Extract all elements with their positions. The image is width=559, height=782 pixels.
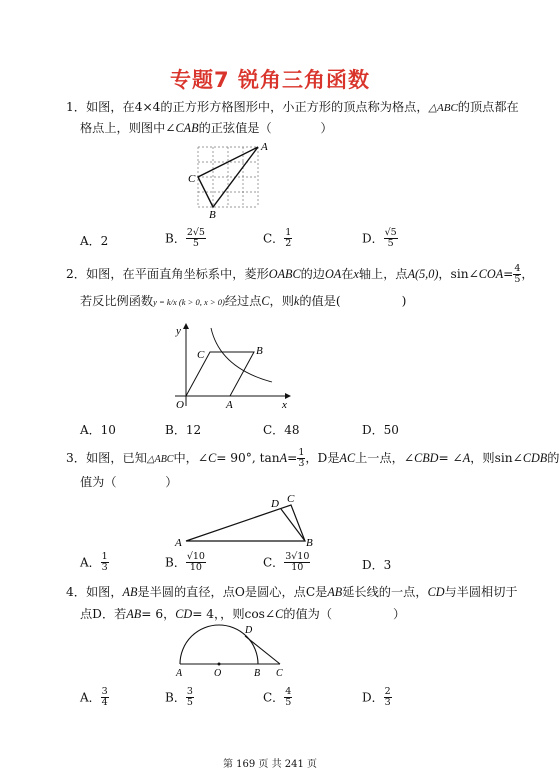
- q2-side: OA: [324, 267, 342, 281]
- option-value: 48: [284, 423, 300, 437]
- q1-label-c: C: [188, 173, 196, 185]
- q4-line-1: [66, 584, 518, 600]
- q2-text: ，: [521, 267, 534, 281]
- q3-option-b[interactable]: [165, 552, 206, 573]
- option-value: 3: [383, 558, 392, 572]
- q3-text: ，D是: [305, 451, 340, 465]
- numerator: 1: [298, 447, 305, 458]
- q2-text: 在: [341, 267, 354, 281]
- q4-text: ，则cos∠: [220, 607, 276, 621]
- q2-text: ，则: [269, 294, 294, 308]
- denominator: 3: [384, 697, 391, 708]
- q3-label-b: B: [306, 537, 313, 549]
- q1-label-b: B: [209, 209, 216, 221]
- q4-tangent-cd: [245, 636, 280, 664]
- q3-text: 中，∠: [173, 451, 209, 465]
- option-value: 50: [383, 423, 399, 437]
- q2-coordinate-figure: [170, 318, 300, 410]
- q4-label-o: O: [214, 668, 222, 679]
- q3-line-2: [80, 474, 178, 490]
- q2-text: ，sin∠: [438, 267, 479, 281]
- q4-text: 4．如图，: [66, 585, 123, 599]
- option-label: B．: [165, 231, 186, 246]
- option-label: C．: [263, 555, 285, 570]
- q2-text: 若反比例函数: [80, 294, 154, 308]
- q3-text-end: 的: [547, 451, 559, 465]
- denominator: 5: [192, 238, 199, 249]
- option-label: D．: [362, 231, 384, 246]
- fraction: [186, 228, 206, 249]
- option-label: D．: [362, 558, 384, 572]
- q3-angle-a2: A: [462, 451, 471, 465]
- q2-k: k: [293, 294, 300, 308]
- q2-axis: x: [353, 267, 359, 281]
- q2-option-b[interactable]: [165, 423, 201, 437]
- numerator: 3√10: [285, 551, 310, 562]
- option-value: 12: [185, 423, 202, 437]
- option-label: B．: [165, 555, 186, 570]
- q1-angle: CAB: [175, 121, 199, 135]
- option-label: D．: [362, 690, 384, 705]
- denominator: 10: [291, 562, 304, 573]
- fraction: [384, 228, 398, 249]
- q3-option-c[interactable]: [263, 552, 310, 573]
- option-label: C．: [263, 231, 285, 246]
- q2-point-c: C: [261, 294, 270, 308]
- q2-point: A(5,0): [407, 267, 439, 281]
- denominator: 5: [285, 697, 292, 708]
- option-label: C．: [263, 690, 285, 705]
- option-value: 10: [100, 423, 116, 437]
- q3-label-a: A: [175, 537, 182, 549]
- q4-center-dot: [218, 663, 221, 666]
- q3-text: = ∠: [438, 451, 463, 465]
- option-label: A．: [80, 423, 101, 437]
- q3-label-c: C: [287, 493, 295, 505]
- denominator: 3: [298, 458, 305, 469]
- fraction: [186, 687, 194, 708]
- q4-option-a[interactable]: [80, 687, 109, 708]
- q3-eq: =: [287, 451, 298, 465]
- q2-angle: COA: [478, 267, 504, 281]
- numerator: 2√5: [186, 227, 205, 238]
- denominator: 2: [285, 238, 292, 249]
- q3-text: = 90°, tan: [216, 451, 280, 465]
- q4-label-c: C: [276, 668, 283, 679]
- q2-label-a: A: [226, 399, 233, 411]
- numerator: 4: [514, 263, 521, 274]
- q2-function: y = k/x (k > 0, x > 0): [153, 297, 225, 307]
- q4-question-end: 的值为（ ）: [283, 607, 406, 621]
- q1-option-b[interactable]: [165, 228, 206, 249]
- q3-triangle-figure: [170, 488, 320, 550]
- q1-option-a[interactable]: [80, 234, 108, 248]
- q2-text: 2．如图，在平面直角坐标系中，菱形: [66, 267, 269, 281]
- fraction: [384, 687, 392, 708]
- q2-text: 经过点: [224, 294, 262, 308]
- numerator: 2: [384, 686, 391, 697]
- denominator: 3: [101, 562, 108, 573]
- q3-segment-bd: [281, 509, 305, 541]
- q4-option-d[interactable]: [362, 687, 392, 708]
- page-title: 专题7 锐角三角函数: [170, 68, 370, 92]
- q3-option-d[interactable]: [362, 558, 391, 572]
- q4-text: 点D．若: [80, 607, 127, 621]
- q2-label-x: x: [282, 399, 287, 411]
- q2-text: 的边: [300, 267, 325, 281]
- q2-label-c: C: [197, 349, 205, 361]
- q2-option-a[interactable]: [80, 423, 116, 437]
- q2-question-end: 的值是( ): [299, 294, 407, 308]
- q1-option-c[interactable]: [263, 228, 292, 249]
- option-label: B．: [165, 690, 186, 705]
- q2-text: 轴上，点: [358, 267, 408, 281]
- denominator: 5: [186, 697, 193, 708]
- q1-line-1: [66, 99, 519, 116]
- q3-angle-cbd: CBD: [414, 451, 439, 465]
- q3-text: 上一点，∠: [355, 451, 415, 465]
- q3-label-d: D: [271, 498, 279, 510]
- q2-label-y: y: [176, 325, 181, 337]
- numerator: 1: [285, 227, 292, 238]
- q4-label-d: D: [245, 625, 253, 636]
- q4-tangent: CD: [427, 585, 445, 599]
- q4-label-a: A: [176, 668, 183, 679]
- q2-line-1: [66, 264, 534, 285]
- q1-option-d[interactable]: [362, 228, 398, 249]
- denominator: 4: [101, 697, 108, 708]
- q4-value: = 6，: [141, 607, 176, 621]
- q1-text: 格点上，则图中∠: [80, 121, 176, 135]
- q4-cd-value: CD: [175, 607, 193, 621]
- option-label: B．: [165, 423, 186, 437]
- q4-option-c[interactable]: [263, 687, 292, 708]
- denominator: 5: [514, 274, 521, 285]
- q3-triangle: △ABC: [146, 454, 174, 465]
- q1-text: 1．如图，在4×4的正方形方格图形中，小正方形的顶点称为格点，: [66, 100, 429, 114]
- q3-option-a[interactable]: [80, 552, 109, 573]
- q2-label-o: O: [176, 399, 184, 411]
- q4-ab: AB: [327, 585, 343, 599]
- q1-question-end: 的正弦值是（ ）: [198, 121, 333, 135]
- fraction: [284, 552, 310, 573]
- page-footer: 第 169 页 共 241 页: [222, 759, 318, 770]
- numerator: √10: [186, 551, 205, 562]
- numerator: 1: [101, 551, 108, 562]
- q3-triangle-abc: [186, 505, 305, 541]
- fraction: [284, 228, 292, 249]
- numerator: √5: [384, 227, 397, 238]
- q3-text: 3．如图，已知: [66, 451, 147, 465]
- option-label: C．: [263, 423, 285, 437]
- q2-rhombus: OABC: [268, 267, 301, 281]
- q2-label-b: B: [256, 345, 263, 357]
- q2-eq: =: [503, 267, 514, 281]
- denominator: 5: [387, 238, 394, 249]
- q4-semicircle-figure: [170, 620, 290, 682]
- q3-question-end: 值为（ ）: [80, 475, 178, 489]
- fraction: [101, 552, 109, 573]
- q1-triangle: △ABC: [428, 102, 458, 114]
- q4-angle-c: C: [275, 607, 284, 621]
- q3-line-1: [66, 448, 559, 469]
- q1-grid: [198, 147, 258, 207]
- option-label: A．: [80, 234, 101, 248]
- q3-text: ，则sin∠: [470, 451, 523, 465]
- q4-ab-value: AB: [126, 607, 142, 621]
- fraction: [101, 687, 109, 708]
- q2-option-d[interactable]: [362, 423, 399, 437]
- q2-option-c[interactable]: [263, 423, 299, 437]
- numerator: 3: [101, 686, 108, 697]
- q1-label-a: A: [261, 141, 268, 153]
- q1-grid-figure: [188, 140, 278, 220]
- q4-text-end: 与半圆相切于: [444, 585, 518, 599]
- q4-text: 延长线的一点，: [342, 585, 428, 599]
- option-label: A．: [80, 690, 101, 705]
- q4-label-b: B: [254, 668, 261, 679]
- q1-text-end: 的顶点都在: [457, 100, 519, 114]
- q3-angle-cdb: CDB: [522, 451, 548, 465]
- q4-value: = 4，: [192, 607, 221, 621]
- q1-line-2: [80, 120, 333, 136]
- option-label: A．: [80, 555, 101, 570]
- fraction: [186, 552, 206, 573]
- q4-diameter: AB: [122, 585, 138, 599]
- q4-text: 是半圆的直径，点O是圆心，点C是: [137, 585, 328, 599]
- q4-option-b[interactable]: [165, 687, 194, 708]
- option-label: D．: [362, 423, 384, 437]
- option-value: 2: [100, 234, 109, 248]
- q3-side: AC: [339, 451, 356, 465]
- q2-line-2: [80, 293, 406, 310]
- denominator: 10: [189, 562, 202, 573]
- numerator: 3: [186, 686, 193, 697]
- numerator: 4: [285, 686, 292, 697]
- q3-angle-a: A: [279, 451, 288, 465]
- fraction: [284, 687, 292, 708]
- q3-angle-c: C: [208, 451, 217, 465]
